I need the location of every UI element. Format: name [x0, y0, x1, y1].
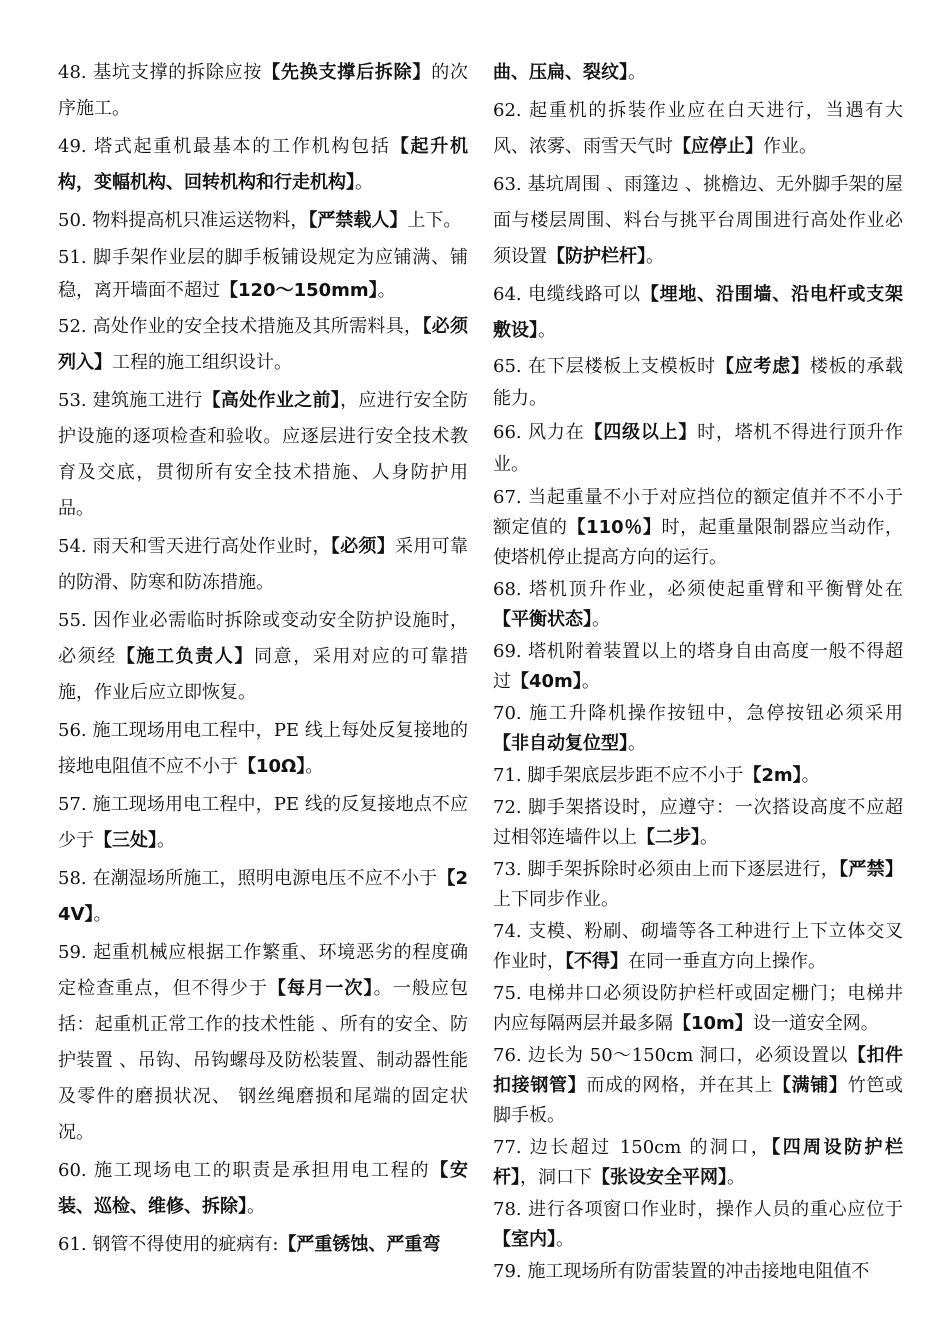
question-text: 69. 塔机附着装置以上的塔身自由高度一般不得超过 [493, 641, 903, 692]
question-text: ，洞口下 [520, 1167, 592, 1188]
question-text: 62. 起重机的拆装作业应在白天进行，当遇有大风、浓雾、雨雪天气时 [493, 100, 903, 157]
question-text: 。 [305, 756, 324, 777]
question-text: 。 [700, 827, 718, 848]
question-text: 61. 钢管不得使用的疵病有: [58, 1234, 279, 1255]
question-text: 72. 脚手架搭设时，应遵守：一次搭设高度不应超过相邻连墙件以上 [493, 797, 903, 848]
question-text: 。 [581, 671, 600, 692]
question-text: 63. 基坑周围 、雨篷边 、挑檐边、无外脚手架的屋面与楼层周围、料台与挑平台周围进行高处作业必须设置 [493, 174, 903, 267]
answer-text: 【24V】 [58, 868, 468, 925]
answer-text: 【埋地、沿围墙、沿电杆或支架敷设】 [493, 284, 903, 341]
question-text: ，应进行安全防护设施的逐项检查和验收。应逐层进行安全技术教育及交底，贯彻所有安全技术措施、人身防护用品。 [58, 390, 468, 519]
answer-text: 【防护栏杆】 [547, 246, 646, 267]
question-item [493, 1133, 903, 1193]
question-item [58, 55, 468, 127]
question-item [58, 241, 468, 307]
question-text: 50. 物料提高机只准运送物料， [58, 210, 309, 231]
answer-text: 【二步】 [637, 827, 700, 848]
question-text: 58. 在潮湿场所施工，照明电源电压不应不小于 [58, 868, 438, 889]
answer-text: 【室内】 [493, 1229, 556, 1250]
question-text: 。 [646, 246, 664, 267]
question-item [493, 855, 903, 915]
answer-text: 【扣件扣接钢管】 [493, 1045, 904, 1096]
question-text: 60. 施工现场电工的职责是承担用电工程的 [58, 1160, 431, 1181]
question-text: 78. 进行各项窗口作业时，操作人员的重心应位于 [493, 1199, 903, 1220]
question-text: 时，起重量限制器应当动作，使塔机停止提高方向的运行。 [493, 517, 903, 568]
question-text: 56. 施工现场用电工程中，PE 线上每处反复接地的接地电阻值不应不小于 [58, 720, 468, 777]
answer-text: 【平衡状态】 [493, 609, 592, 630]
question-text: 。 [592, 609, 610, 630]
question-item [58, 1227, 468, 1263]
question-text: 设一道安全网。 [752, 1013, 879, 1034]
answer-text: 【2m】 [743, 765, 802, 786]
answer-text: 【应停止】 [673, 136, 763, 157]
question-item [493, 917, 903, 977]
answer-text: 【10m】 [673, 1013, 753, 1034]
answer-text: 【安装、巡检、维修、拆除】 [58, 1160, 468, 1217]
question-text: 在同一垂直方向上操作。 [628, 951, 826, 972]
question-text: 65. 在下层楼板上支模板时 [493, 356, 716, 377]
answer-text: 【严重锈蚀、严重弯 [278, 1234, 441, 1255]
question-text: 。 [556, 1229, 574, 1250]
answer-text: 【张设安全平网】 [592, 1167, 727, 1188]
question-text: 52. 高处作业的安全技术措施及其所需料具， [58, 316, 423, 337]
question-text: 同意，采用对应的可靠措施，作业后应立即恢复。 [58, 646, 469, 703]
answer-text: 【起升机构，变幅机构、回转机构和行走机构】 [58, 136, 468, 193]
question-text: 时，塔机不得进行顶升作业。 [493, 422, 904, 475]
question-text: 上下。 [407, 210, 462, 231]
question-text: 48. 基坑支撑的拆除应按 [58, 62, 263, 83]
question-text: 51. 脚手架作业层的脚手板铺设规定为应铺满、铺稳，离开墙面不超过 [58, 247, 468, 301]
question-item [58, 203, 468, 239]
question-text: 。 [727, 1167, 745, 1188]
answer-text: 【三处】 [94, 830, 157, 851]
question-text: 57. 施工现场用电工程中，PE 线的反复接地点不应少于 [58, 794, 468, 851]
question-item [493, 1041, 903, 1131]
question-item [493, 417, 903, 481]
question-item [58, 787, 468, 859]
question-item [58, 129, 468, 201]
question-text: 70. 施工升降机操作按钮中，急停按钮必须采用 [493, 703, 903, 724]
answer-text: 【应考虑】 [715, 356, 810, 377]
answer-text: 【必须列入】 [58, 316, 468, 373]
question-item [58, 603, 468, 711]
question-item [493, 1195, 903, 1255]
question-item [493, 793, 903, 853]
answer-text: 【高处作业之前】 [202, 390, 341, 411]
question-text: 55. 因作业必需临时拆除或变动安全防护设施时，必须经 [58, 610, 468, 667]
question-text: 。 [93, 904, 112, 925]
answer-text: 【严禁】 [839, 859, 903, 880]
question-text: 楼板的承载能力。 [493, 356, 904, 409]
left-column [58, 55, 468, 1265]
answer-text: 【施工负责人】 [116, 646, 255, 667]
question-text: 。一般应包括：起重机正常工作的技术性能 、所有的安全、防护装置 、吊钩、吊钩螺母及防松装置、制动器性能及零件的磨损状况、 钢丝绳磨损和尾端的固定状况。 [58, 978, 469, 1143]
question-text: 。 [377, 280, 396, 301]
question-text: 。 [157, 830, 175, 851]
answer-text: 【四级以上】 [584, 422, 698, 443]
question-item [58, 1153, 468, 1225]
question-text: 上下同步作业。 [493, 889, 619, 910]
answer-text: 【四周设防护栏杆】 [493, 1137, 903, 1188]
question-item [58, 861, 468, 933]
question-text: 竹笆或脚手板。 [493, 1075, 904, 1126]
question-text: 71. 脚手架底层步距不应不小于 [493, 765, 744, 786]
question-item [493, 351, 903, 415]
question-text: 67. 当起重量不小于对应挡位的额定值并不不小于额定值的 [493, 487, 903, 538]
question-item [493, 699, 903, 759]
answer-text: 【110％】 [567, 517, 662, 538]
question-item [493, 55, 903, 91]
right-column [493, 55, 903, 1289]
question-text: 75. 电梯井口必须设防护栏杆或固定栅门；电梯井内应每隔两层并最多隔 [493, 983, 903, 1034]
answer-text: 【40m】 [511, 671, 582, 692]
answer-text: 【先换支撑后拆除】 [262, 62, 432, 83]
question-text: 64. 电缆线路可以 [493, 284, 641, 305]
question-item [58, 935, 468, 1151]
question-item [493, 1257, 903, 1287]
question-item [58, 383, 468, 527]
answer-text: 【不得】 [565, 951, 628, 972]
question-text: 。 [628, 62, 646, 83]
question-text: 53. 建筑施工进行 [58, 390, 203, 411]
question-text: 66. 风力在 [493, 422, 585, 443]
question-item [493, 637, 903, 697]
question-item [58, 309, 468, 381]
answer-text: 【120～150mm】 [220, 280, 378, 301]
question-text: 。 [247, 1196, 265, 1217]
question-item [493, 979, 903, 1039]
question-item [493, 277, 903, 349]
question-text: 68. 塔机顶升作业，必须使起重臂和平衡臂处在 [493, 579, 903, 600]
question-item [493, 167, 903, 275]
answer-text: 【必须】 [330, 536, 396, 557]
question-item [58, 529, 468, 601]
question-text: 49. 塔式起重机最基本的工作机构包括 [58, 136, 391, 157]
answer-text: 曲、压扁、裂纹】 [493, 62, 628, 83]
question-text: 而成的网格，并在其上 [586, 1075, 774, 1096]
question-text: 作业。 [763, 136, 817, 157]
question-text: 73. 脚手架拆除时必须由上而下逐层进行， [493, 859, 840, 880]
question-text: 的次序施工。 [58, 62, 469, 119]
answer-text: 【严禁载人】 [308, 210, 408, 231]
question-text: 。 [538, 320, 556, 341]
question-text: 工程的施工组织设计。 [112, 352, 292, 373]
question-text: 74. 支模、粉刷、砌墙等各工种进行上下立体交叉作业时， [493, 921, 903, 972]
question-text: 。 [801, 765, 820, 786]
question-item [493, 575, 903, 635]
answer-text: 【每月一次】 [268, 978, 374, 999]
question-text: 采用可靠的防滑、防寒和防冻措施。 [58, 536, 468, 593]
question-item [58, 713, 468, 785]
question-text: 。 [355, 172, 373, 193]
answer-text: 【满铺】 [773, 1075, 848, 1096]
question-item [493, 761, 903, 791]
question-text: 。 [628, 733, 646, 754]
question-text: 54. 雨天和雪天进行高处作业时， [58, 536, 331, 557]
answer-text: 【非自动复位型】 [493, 733, 628, 754]
question-text: 59. 起重机械应根据工作繁重、环境恶劣的程度确定检查重点，但不得少于 [58, 942, 468, 999]
question-item [493, 93, 903, 165]
answer-text: 【10Ω】 [238, 756, 306, 777]
question-text: 79. 施工现场所有防雷装置的冲击接地电阻值不 [493, 1261, 870, 1282]
question-text: 77. 边长超过 150cm 的洞口， [493, 1137, 772, 1158]
question-item [493, 483, 903, 573]
question-text: 76. 边长为 50～150cm 洞口，必须设置以 [493, 1045, 848, 1066]
